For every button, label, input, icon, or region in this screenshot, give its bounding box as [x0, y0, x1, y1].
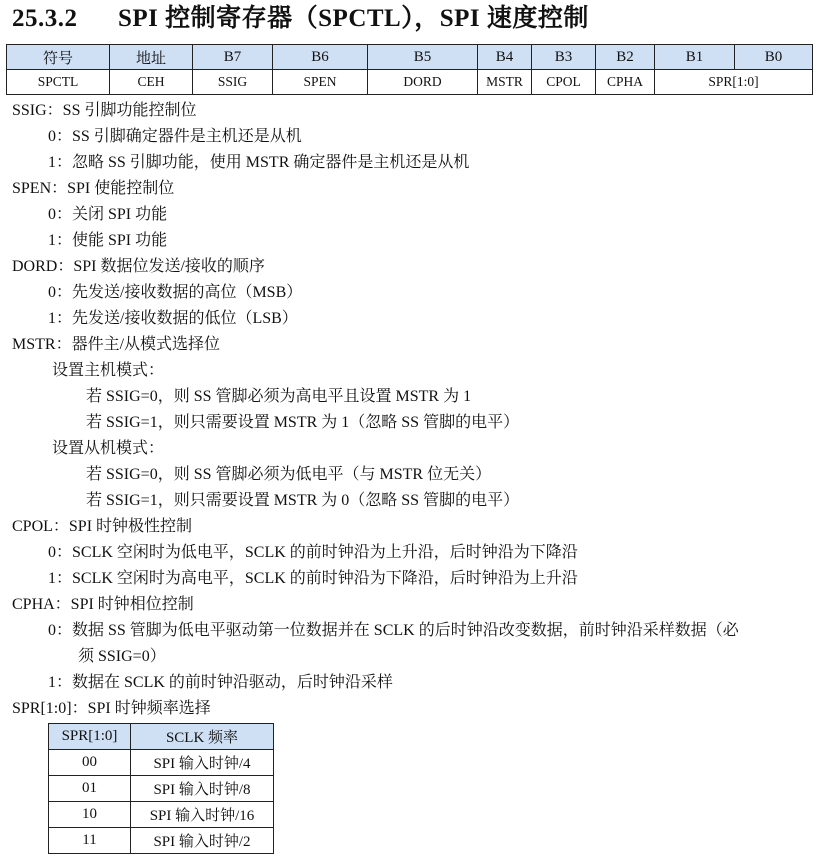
- table-row: [49, 828, 274, 854]
- header-cell: B7: [193, 45, 273, 70]
- field-mstr-title: MSTR：器件主/从模式选择位: [12, 336, 221, 353]
- option-line: 1：SCLK 空闲时为高电平，SCLK 的前时钟沿为下降沿，后时钟沿为上升沿: [48, 570, 578, 587]
- field-spr-title: SPR[1:0]：SPI 时钟频率选择: [12, 700, 211, 717]
- option-line: 若 SSIG=0，则 SS 管脚必须为低电平（与 MSTR 位无关）: [86, 466, 492, 483]
- option-line: 0：数据 SS 管脚为低电平驱动第一位数据并在 SCLK 的后时钟沿改变数据，前时钟沿采样数据（必: [48, 622, 739, 639]
- spr-header-row: [49, 724, 274, 750]
- option-line: 1：数据在 SCLK 的前时钟沿驱动，后时钟沿采样: [48, 674, 393, 691]
- option-line: 若 SSIG=0，则 SS 管脚必须为高电平且设置 MSTR 为 1: [86, 388, 472, 405]
- option-line: 0：关闭 SPI 功能: [48, 206, 168, 223]
- spr-value-cell: 11: [49, 828, 131, 854]
- header-cell: B2: [596, 45, 655, 70]
- value-cell: MSTR: [478, 70, 532, 95]
- table-row: [49, 750, 274, 776]
- option-line: 1：先发送/接收数据的低位（LSB）: [48, 310, 298, 327]
- option-line: 1：忽略 SS 引脚功能，使用 MSTR 确定器件是主机还是从机: [48, 154, 470, 171]
- option-line: 0：先发送/接收数据的高位（MSB）: [48, 284, 303, 301]
- value-cell: SSIG: [193, 70, 273, 95]
- header-cell: B0: [735, 45, 813, 70]
- field-cpha-title: CPHA：SPI 时钟相位控制: [12, 596, 194, 613]
- table-row: [49, 776, 274, 802]
- section-title: [12, 2, 589, 36]
- value-cell: SPR[1:0]: [655, 70, 813, 95]
- table-row: [49, 802, 274, 828]
- sclk-frequency-cell: SPI 输入时钟/8: [131, 776, 274, 802]
- option-line: 若 SSIG=1，则只需要设置 MSTR 为 0（忽略 SS 管脚的电平）: [86, 492, 520, 509]
- option-line: 0：SS 引脚确定器件是主机还是从机: [48, 128, 302, 145]
- option-line: 1：使能 SPI 功能: [48, 232, 168, 249]
- spr-frequency-table: [48, 723, 274, 854]
- field-spen-title: SPEN：SPI 使能控制位: [12, 180, 175, 197]
- section-heading: SPI 控制寄存器（SPCTL），SPI 速度控制: [118, 5, 589, 32]
- spr-value-cell: 01: [49, 776, 131, 802]
- register-table: [6, 44, 813, 95]
- header-cell: B4: [478, 45, 532, 70]
- spr-value-cell: 00: [49, 750, 131, 776]
- field-dord-title: DORD：SPI 数据位发送/接收的顺序: [12, 258, 265, 275]
- option-line: 若 SSIG=1，则只需要设置 MSTR 为 1（忽略 SS 管脚的电平）: [86, 414, 520, 431]
- section-number: 25.3.2: [12, 5, 78, 32]
- value-cell: CPHA: [596, 70, 655, 95]
- value-cell: DORD: [368, 70, 478, 95]
- register-header-row: [7, 45, 813, 70]
- header-cell: 符号: [7, 45, 110, 70]
- value-cell: CEH: [110, 70, 193, 95]
- header-cell: SPR[1:0]: [49, 724, 131, 750]
- sub-heading: 设置主机模式：: [52, 362, 165, 379]
- sclk-frequency-cell: SPI 输入时钟/4: [131, 750, 274, 776]
- sub-heading: 设置从机模式：: [52, 440, 165, 457]
- field-ssig-title: SSIG：SS 引脚功能控制位: [12, 102, 197, 119]
- field-cpol-title: CPOL：SPI 时钟极性控制: [12, 518, 193, 535]
- header-cell: SCLK 频率: [131, 724, 274, 750]
- header-cell: B5: [368, 45, 478, 70]
- register-value-row: [7, 70, 813, 95]
- option-line-continued: 须 SSIG=0）: [78, 648, 166, 665]
- header-cell: 地址: [110, 45, 193, 70]
- option-line: 0：SCLK 空闲时为低电平，SCLK 的前时钟沿为上升沿，后时钟沿为下降沿: [48, 544, 578, 561]
- header-cell: B3: [532, 45, 596, 70]
- value-cell: SPEN: [273, 70, 368, 95]
- sclk-frequency-cell: SPI 输入时钟/2: [131, 828, 274, 854]
- header-cell: B6: [273, 45, 368, 70]
- value-cell: SPCTL: [7, 70, 110, 95]
- sclk-frequency-cell: SPI 输入时钟/16: [131, 802, 274, 828]
- header-cell: B1: [655, 45, 735, 70]
- value-cell: CPOL: [532, 70, 596, 95]
- spr-value-cell: 10: [49, 802, 131, 828]
